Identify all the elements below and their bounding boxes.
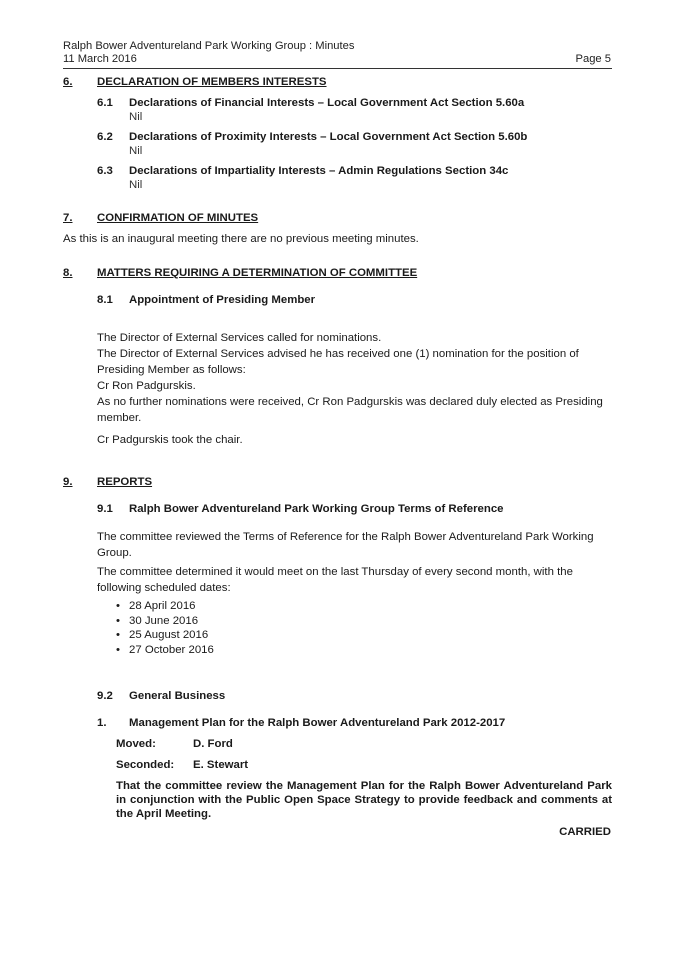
chair-taken: Cr Padgurskis took the chair.: [97, 434, 243, 446]
nomination-received: The Director of External Services advised he has received one (1) nomination for the position of Presiding Member as follows:: [97, 348, 579, 376]
list-item: • 28 April 2016: [116, 599, 214, 614]
item-8-1-number: 8.1: [97, 294, 113, 306]
section-9-number: 9.: [63, 476, 73, 488]
item-6-1-title: Declarations of Financial Interests – Local Government Act Section 5.60a: [129, 97, 525, 109]
section-6-number: 6.: [63, 76, 73, 88]
business-item-number: 1.: [97, 717, 107, 729]
terms-review-text: The committee reviewed the Terms of Reference for the Ralph Bower Adventureland Park Working Group.: [97, 531, 594, 559]
seconded-value: E. Stewart: [193, 759, 249, 771]
item-6-3-number: 6.3: [97, 165, 113, 177]
section-7-text: As this is an inaugural meeting there are no previous meeting minutes.: [63, 233, 419, 245]
section-7-number: 7.: [63, 212, 73, 224]
business-item-title: Management Plan for the Ralph Bower Adventureland Park 2012-2017: [129, 717, 506, 729]
item-6-2-title: Declarations of Proximity Interests – Local Government Act Section 5.60b: [129, 131, 528, 143]
item-6-2-value: Nil: [129, 145, 143, 157]
list-item: • 27 October 2016: [116, 643, 214, 658]
item-9-2-number: 9.2: [97, 690, 113, 702]
item-6-3-value: Nil: [129, 179, 143, 191]
list-item: • 30 June 2016: [116, 614, 214, 629]
item-9-2-title: General Business: [129, 690, 226, 702]
nominee-name: Cr Ron Padgurskis.: [97, 380, 196, 392]
item-9-1-number: 9.1: [97, 503, 113, 515]
moved-value: D. Ford: [193, 738, 233, 750]
section-7-title: CONFIRMATION OF MINUTES: [97, 212, 259, 224]
list-item: • 25 August 2016: [116, 628, 214, 643]
meeting-date: 11 March 2016: [63, 53, 137, 65]
election-result: As no further nominations were received, Cr Ron Padgurskis was declared duly elected as Presiding member.: [97, 396, 603, 424]
header-rule: [63, 68, 612, 69]
nomination-call: The Director of External Services called for nominations.: [97, 332, 382, 344]
item-6-1-number: 6.1: [97, 97, 113, 109]
motion-result: CARRIED: [559, 826, 611, 838]
seconded-label: Seconded:: [116, 759, 175, 771]
motion-text: That the committee review the Management Plan for the Ralph Bower Adventureland Park in conjunction with the Public Open Space Strategy to provide feedback and comments at the April Meeting.: [116, 780, 612, 820]
section-8-title: MATTERS REQUIRING A DETERMINATION OF COMMITTEE: [97, 267, 418, 279]
page-number: Page 5: [575, 53, 611, 65]
moved-label: Moved:: [116, 738, 156, 750]
scheduled-dates-list: [116, 599, 214, 657]
item-6-3-title: Declarations of Impartiality Interests – Admin Regulations Section 34c: [129, 165, 509, 177]
document-title: Ralph Bower Adventureland Park Working Group : Minutes: [63, 40, 355, 52]
item-8-1-title: Appointment of Presiding Member: [129, 294, 316, 306]
item-6-1-value: Nil: [129, 111, 143, 123]
section-8-number: 8.: [63, 267, 73, 279]
meeting-schedule-text: The committee determined it would meet on the last Thursday of every second month, with the following scheduled dates:: [97, 566, 573, 594]
item-9-1-title: Ralph Bower Adventureland Park Working Group Terms of Reference: [129, 503, 504, 515]
section-9-title: REPORTS: [97, 476, 153, 488]
item-6-2-number: 6.2: [97, 131, 113, 143]
section-6-title: DECLARATION OF MEMBERS INTERESTS: [97, 76, 327, 88]
